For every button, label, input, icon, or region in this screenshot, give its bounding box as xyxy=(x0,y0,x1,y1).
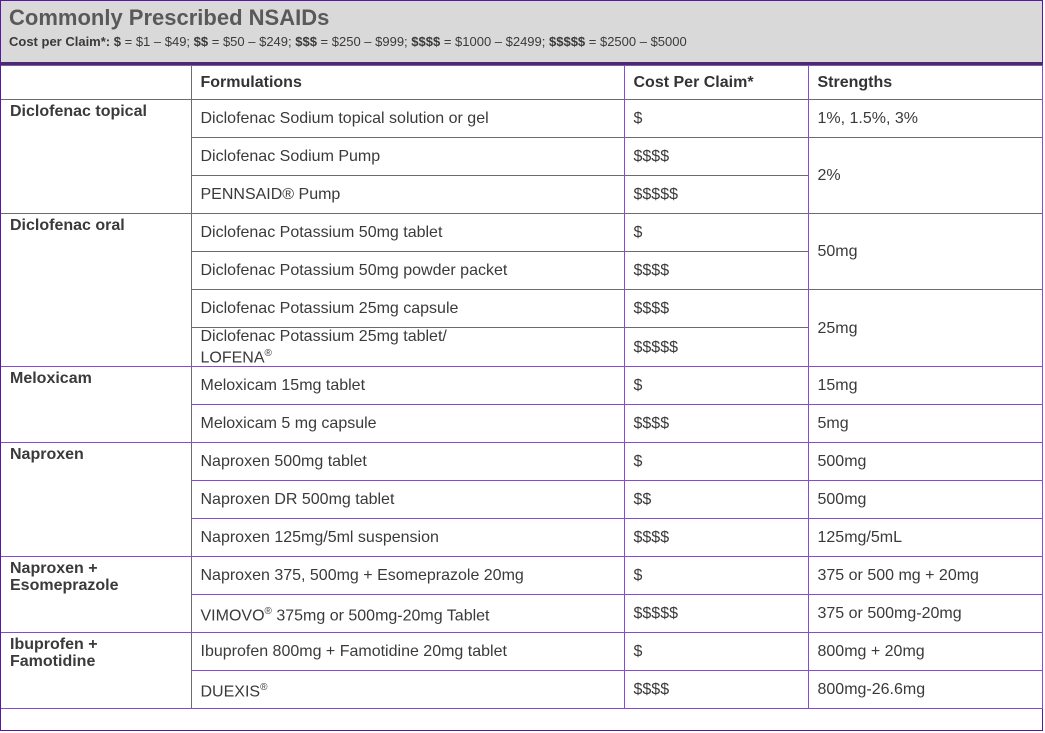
legend-range: = $250 – $999; xyxy=(316,34,412,49)
brand-name: DUEXIS xyxy=(200,683,261,701)
header-strengths: Strengths xyxy=(808,66,1042,100)
strength-cell: 800mg + 20mg xyxy=(808,633,1042,671)
drug-name: Ibuprofen + Famotidine xyxy=(1,633,191,709)
strength-cell: 500mg xyxy=(808,443,1042,481)
formulation-cell: Ibuprofen 800mg + Famotidine 20mg tablet xyxy=(191,633,624,671)
strength-cell: 50mg xyxy=(808,214,1042,290)
table-row xyxy=(1,214,1042,252)
formulation-cell: Diclofenac Potassium 25mg capsule xyxy=(191,290,624,328)
brand-name: VIMOVO xyxy=(200,607,265,625)
cost-cell: $$$$ xyxy=(624,405,808,443)
title-bar xyxy=(1,1,1042,65)
cost-cell: $$$$ xyxy=(624,519,808,557)
strength-cell: 125mg/5mL xyxy=(808,519,1042,557)
formulation-detail: 375mg or 500mg-20mg Tablet xyxy=(271,607,490,625)
drug-name: Naproxen xyxy=(1,443,191,557)
drug-name: Meloxicam xyxy=(1,367,191,443)
legend-range: = $2500 – $5000 xyxy=(585,34,687,49)
cost-cell: $ xyxy=(624,557,808,595)
header-drug xyxy=(1,66,191,100)
formulation-cell xyxy=(191,328,624,367)
cost-cell: $$$$$ xyxy=(624,328,808,367)
strength-cell: 375 or 500mg-20mg xyxy=(808,595,1042,633)
formulation-cell: Naproxen 125mg/5ml suspension xyxy=(191,519,624,557)
formulation-cell: Naproxen 500mg tablet xyxy=(191,443,624,481)
drug-name: Diclofenac oral xyxy=(1,214,191,367)
cost-cell: $ xyxy=(624,100,808,138)
strength-cell: 375 or 500 mg + 20mg xyxy=(808,557,1042,595)
drug-name: Diclofenac topical xyxy=(1,100,191,214)
cost-legend xyxy=(9,34,1042,49)
cost-cell: $ xyxy=(624,443,808,481)
legend-range: = $50 – $249; xyxy=(208,34,296,49)
header-formulations: Formulations xyxy=(191,66,624,100)
header-row xyxy=(1,66,1042,100)
cost-cell: $ xyxy=(624,214,808,252)
formulation-cell: Naproxen 375, 500mg + Esomeprazole 20mg xyxy=(191,557,624,595)
formulation-cell: Diclofenac Sodium Pump xyxy=(191,138,624,176)
table-row xyxy=(1,557,1042,595)
legend-sym: $$$ xyxy=(295,34,317,49)
strength-cell: 800mg-26.6mg xyxy=(808,671,1042,709)
formulation-cell: Meloxicam 15mg tablet xyxy=(191,367,624,405)
cost-cell: $$$$$ xyxy=(624,176,808,214)
table-row xyxy=(1,367,1042,405)
formulation-cell: Naproxen DR 500mg tablet xyxy=(191,481,624,519)
registered-mark: ® xyxy=(260,682,268,694)
strength-cell: 1%, 1.5%, 3% xyxy=(808,100,1042,138)
formulation-line: Diclofenac Potassium 25mg tablet/ xyxy=(200,328,447,345)
cost-cell: $ xyxy=(624,633,808,671)
legend-sym: $$ xyxy=(193,34,209,49)
cost-cell: $$$$$ xyxy=(624,595,808,633)
strength-cell: 2% xyxy=(808,138,1042,214)
legend-prefix: Cost per Claim*: xyxy=(9,34,111,49)
cost-cell: $ xyxy=(624,367,808,405)
nsaid-table xyxy=(1,65,1043,709)
registered-mark: ® xyxy=(264,348,272,359)
formulation-line: LOFENA xyxy=(200,349,265,367)
cost-cell: $$ xyxy=(624,481,808,519)
header-cost: Cost Per Claim* xyxy=(624,66,808,100)
legend-sym: $ xyxy=(113,34,121,49)
drug-name: Naproxen + Esomeprazole xyxy=(1,557,191,633)
strength-cell: 25mg xyxy=(808,290,1042,367)
formulation-cell: Diclofenac Sodium topical solution or gel xyxy=(191,100,624,138)
legend-sym: $$$$$ xyxy=(549,34,586,49)
cost-cell: $$$$ xyxy=(624,290,808,328)
formulation-cell: Diclofenac Potassium 50mg tablet xyxy=(191,214,624,252)
page-title: Commonly Prescribed NSAIDs xyxy=(9,5,330,30)
strength-cell: 5mg xyxy=(808,405,1042,443)
cost-cell: $$$$ xyxy=(624,138,808,176)
table-row xyxy=(1,633,1042,671)
table-row xyxy=(1,100,1042,138)
strength-cell: 500mg xyxy=(808,481,1042,519)
formulation-cell: Diclofenac Potassium 50mg powder packet xyxy=(191,252,624,290)
formulation-cell: Meloxicam 5 mg capsule xyxy=(191,405,624,443)
legend-range: = $1000 – $2499; xyxy=(440,34,549,49)
legend-range: = $1 – $49; xyxy=(121,34,194,49)
legend-sym: $$$$ xyxy=(411,34,441,49)
cost-cell: $$$$ xyxy=(624,671,808,709)
formulation-cell xyxy=(191,595,624,633)
cost-cell: $$$$ xyxy=(624,252,808,290)
formulation-cell: PENNSAID® Pump xyxy=(191,176,624,214)
table-row xyxy=(1,443,1042,481)
registered-mark: ® xyxy=(264,606,272,618)
strength-cell: 15mg xyxy=(808,367,1042,405)
formulation-cell xyxy=(191,671,624,709)
